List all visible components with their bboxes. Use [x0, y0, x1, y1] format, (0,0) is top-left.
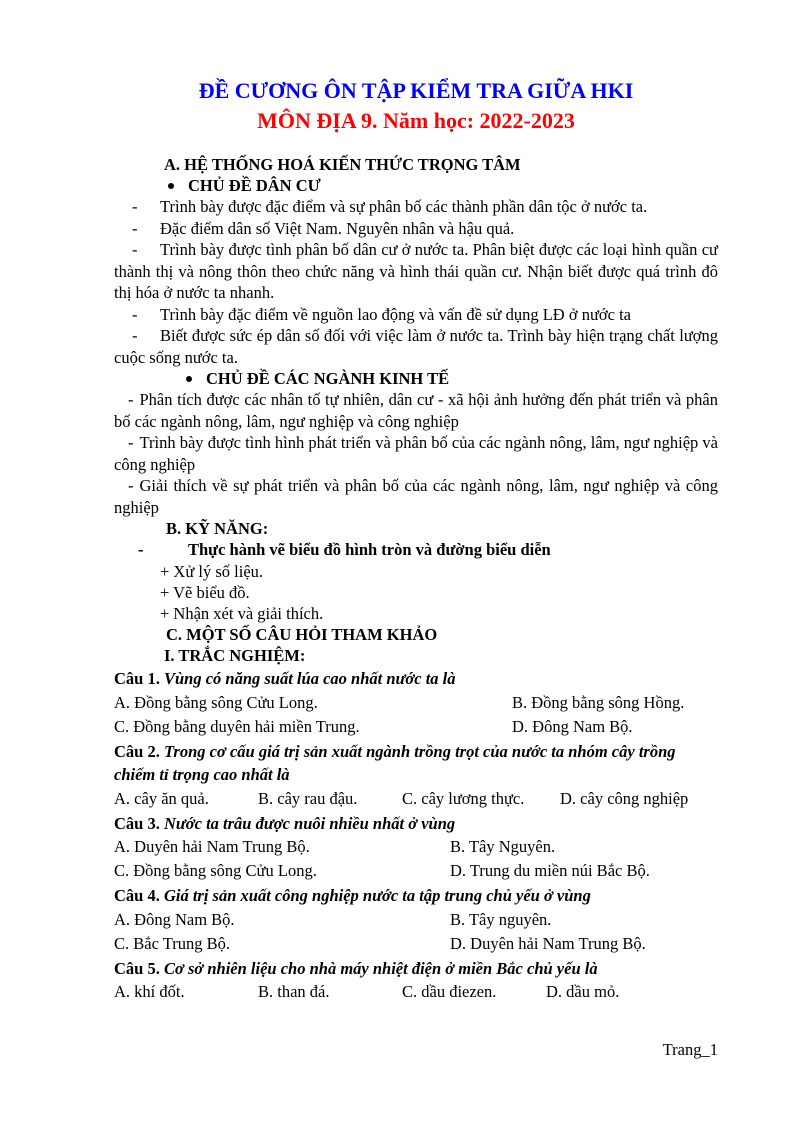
list-item: - Phân tích được các nhân tố tự nhiên, dân cư - xã hội ảnh hưởng đến phát triển và phân bố các ngành nông, lâm, ngư nghiệp và công nghiệp — [114, 390, 718, 431]
option: C. cây lương thực. — [402, 788, 525, 808]
option: C. dầu điezen. — [402, 982, 497, 1001]
question-4: Câu 4. Giá trị sản xuất công nghiệp nước ta tập trung chủ yếu ở vùng — [114, 886, 591, 905]
options-row — [114, 980, 718, 1004]
option: B. than đá. — [258, 982, 330, 1001]
list-item: - Trình bày được đặc điểm và sự phân bố các thành phần dân tộc ở nước ta. — [132, 197, 648, 216]
option: D. dầu mỏ. — [546, 982, 620, 1001]
option: B. Đồng bằng sông Hồng. — [512, 692, 685, 712]
section-a-heading: A. HỆ THỐNG HOÁ KIẾN THỨC TRỌNG TÂM — [164, 155, 521, 174]
option: C. Bắc Trung Bộ. — [114, 933, 230, 953]
page-number: Trang_1 — [662, 1040, 718, 1059]
options-row — [114, 859, 718, 883]
document-page — [114, 74, 718, 1004]
option: D. Duyên hải Nam Trung Bộ. — [450, 933, 646, 953]
option: B. Tây nguyên. — [450, 909, 552, 929]
option: D. Đông Nam Bộ. — [512, 716, 633, 736]
bullet-icon — [186, 376, 192, 382]
part-1-heading: I. TRẮC NGHIỆM: — [164, 646, 306, 665]
options-row — [114, 908, 718, 932]
list-item: - Trình bày được tình phân bố dân cư ở nước ta. Phân biệt được các loại hình quần cư thành thị và nông thôn theo chức năng và hình thái quần cư. Nhận biết được quá trình đô thị hóa ở nước ta nhanh. — [114, 240, 718, 302]
option: D. cây công nghiệp — [560, 788, 689, 808]
topic-population-heading: CHỦ ĐỀ DÂN CƯ — [114, 175, 718, 196]
options-row — [114, 691, 718, 715]
list-item: - Trình bày được tình hình phát triển và phân bố của các ngành nông, lâm, ngư nghiệp và công nghiệp — [114, 433, 718, 474]
list-item: - Đặc điểm dân số Việt Nam. Nguyên nhân và hậu quả. — [132, 218, 515, 238]
document-subtitle: MÔN ĐỊA 9. Năm học: 2022-2023 — [257, 108, 575, 133]
options-row — [114, 715, 718, 739]
question-5: Câu 5. Cơ sở nhiên liệu cho nhà máy nhiệt điện ở miền Bắc chủ yếu là — [114, 958, 598, 978]
option: A. khí đốt. — [114, 982, 185, 1001]
options-row — [114, 835, 718, 859]
option: B. cây rau đậu. — [258, 788, 358, 808]
question-3: Câu 3. Nước ta trâu được nuôi nhiều nhất ở vùng — [114, 813, 456, 833]
question-1: Câu 1. Vùng có năng suất lúa cao nhất nước ta là — [114, 669, 456, 688]
option: A. Đông Nam Bộ. — [114, 909, 235, 929]
topic-economy-heading: CHỦ ĐỀ CÁC NGÀNH KINH TẾ — [114, 368, 718, 389]
bullet-icon — [168, 183, 174, 189]
list-item: - Trình bày đặc điểm về nguồn lao động và vấn đề sử dụng LĐ ở nước ta — [132, 304, 631, 324]
skill-sub-item: + Nhận xét và giải thích. — [160, 604, 324, 623]
option: D. Trung du miền núi Bắc Bộ. — [450, 861, 650, 880]
option: A. Duyên hải Nam Trung Bộ. — [114, 837, 310, 856]
option: C. Đồng bằng sông Cửu Long. — [114, 861, 317, 880]
option: C. Đồng bằng duyên hải miền Trung. — [114, 716, 360, 736]
document-title: ĐỀ CƯƠNG ÔN TẬP KIỂM TRA GIỮA HKI — [198, 78, 634, 103]
skill-item: - Thực hành vẽ biểu đồ hình tròn và đường biểu diễn — [138, 540, 551, 559]
question-2: Câu 2. Trong cơ cấu giá trị sản xuất ngành trồng trọt của nước ta nhóm cây trồng chiếm tỉ trọng cao nhất là — [114, 741, 676, 784]
option: A. Đồng bằng sông Cửu Long. — [114, 692, 318, 712]
options-row — [114, 932, 718, 956]
skill-sub-item: + Xử lý số liệu. — [160, 562, 264, 581]
list-item: - Biết được sức ép dân số đối với việc làm ở nước ta. Trình bày hiện trạng chất lượng cuộc sống nước ta. — [114, 326, 718, 367]
section-b-heading: B. KỸ NĂNG: — [166, 519, 269, 538]
skill-sub-item: + Vẽ biểu đồ. — [160, 583, 250, 602]
option: A. cây ăn quả. — [114, 788, 209, 808]
list-item: - Giải thích về sự phát triển và phân bố của các ngành nông, lâm, ngư nghiệp và công nghiệp — [114, 476, 718, 517]
option: B. Tây Nguyên. — [450, 837, 556, 856]
options-row — [114, 787, 718, 811]
section-c-heading: C. MỘT SỐ CÂU HỎI THAM KHẢO — [166, 625, 438, 644]
